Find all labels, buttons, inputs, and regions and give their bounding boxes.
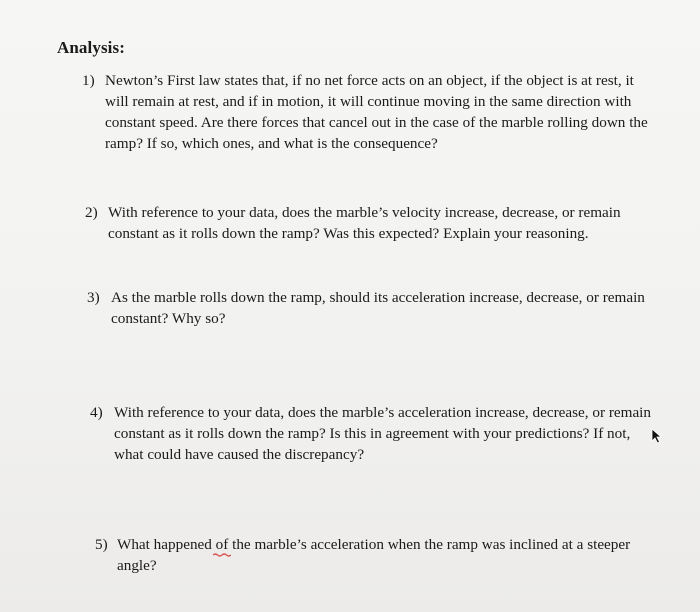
question-line: With reference to your data, does the marble’s acceleration increase, decrease, or remain	[114, 404, 651, 421]
question-line: As the marble rolls down the ramp, should its acceleration increase, decrease, or remain	[111, 289, 645, 306]
question-line: Newton’s First law states that, if no net force acts on an object, if the object is at rest, it	[105, 72, 634, 89]
question-line: what could have caused the discrepancy?	[114, 446, 365, 463]
question-text	[114, 402, 651, 465]
question-line: ramp? If so, which ones, and what is the consequence?	[105, 135, 438, 152]
question-line: constant as it rolls down the ramp? Is this in agreement with your predictions? If not,	[114, 425, 631, 442]
question-text	[108, 202, 621, 244]
question-number: 2)	[85, 204, 98, 221]
question-line: will remain at rest, and if in motion, it will continue moving in the same direction with	[105, 93, 632, 110]
question-number: 4)	[90, 404, 103, 421]
analysis-heading: Analysis:	[57, 38, 125, 57]
question-number: 3)	[87, 289, 100, 306]
spellcheck-underline-icon	[213, 553, 231, 557]
question-text	[111, 287, 645, 329]
question-line: angle?	[117, 557, 157, 574]
question-text	[117, 534, 630, 576]
arrow-cursor-icon	[651, 428, 663, 444]
question-line: constant as it rolls down the ramp? Was this expected? Explain your reasoning.	[108, 225, 589, 242]
question-number: 5)	[95, 536, 108, 553]
question-number: 1)	[82, 72, 95, 89]
question-line: What happened of the marble’s acceleration when the ramp was inclined at a steeper	[117, 536, 631, 553]
question-line: constant speed. Are there forces that cancel out in the case of the marble rolling down the	[105, 114, 648, 131]
question-line: constant? Why so?	[111, 310, 226, 327]
question-line: With reference to your data, does the marble’s velocity increase, decrease, or remain	[108, 204, 621, 221]
question-text	[105, 70, 648, 154]
